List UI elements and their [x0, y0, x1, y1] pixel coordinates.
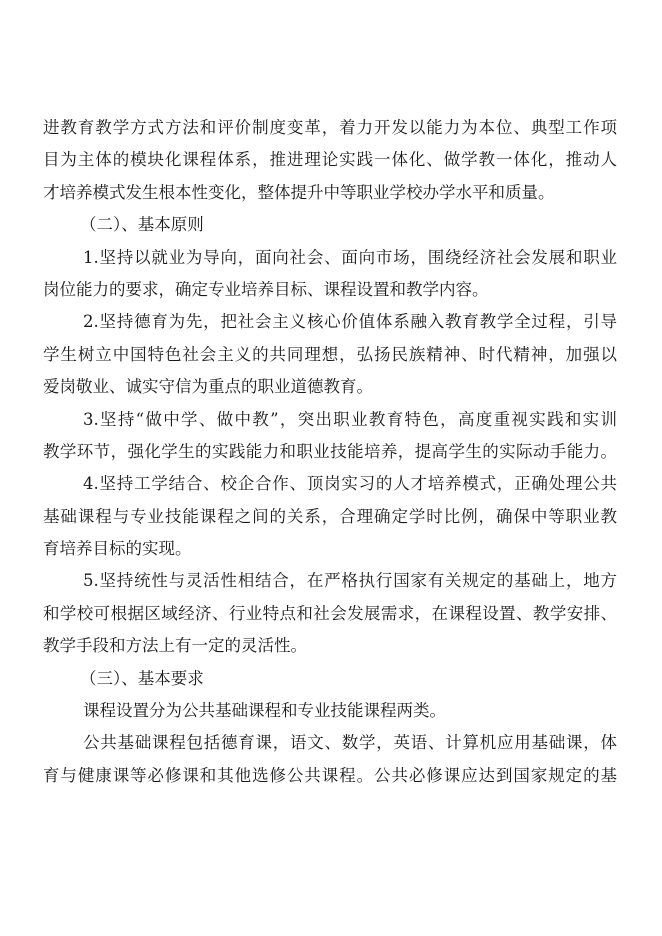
section-heading-basic-requirements [43, 663, 617, 695]
text-line: 爱岗敬业、诚实守信为重点的职业道德教育。 [43, 377, 373, 397]
text-line: 教学环节，强化学生的实践能力和职业技能培养，提高学生的实际动手能力。 [43, 441, 617, 461]
text-line: 进教育教学方式方法和评价制度变革，着力开发以能力为本位、典型工作项 [43, 118, 617, 137]
paragraph-public-courses [43, 727, 617, 792]
principle-4 [43, 468, 617, 565]
principle-3 [43, 404, 617, 469]
text-line: 学生树立中国特色社会主义的共同理想，弘扬民族精神、时代精神，加强以 [43, 344, 617, 364]
paragraph-course-categories [43, 695, 617, 727]
principle-5 [43, 565, 617, 662]
heading-text: （三）、基本要求 [80, 668, 204, 688]
text-line: 目为主体的模块化课程体系，推进理论实践一体化、做学教一体化，推动人 [43, 150, 617, 170]
text-line: 1.坚持以就业为导向，面向社会、面向市场，围绕经济社会发展和职业 [83, 247, 617, 267]
text-line: 基础课程与专业技能课程之间的关系，合理确定学时比例，确保中等职业教 [43, 506, 617, 526]
text-line: 5.坚持统性与灵活性相结合，在严格执行国家有关规定的基础上，地方 [83, 571, 617, 591]
text-line: 育与健康课等必修课和其他选修公共课程。公共必修课应达到国家规定的基 [43, 765, 617, 785]
section-heading-basic-principles [43, 209, 617, 241]
text-line: 公共基础课程包括德育课，语文、数学，英语、计算机应用基础课，体 [83, 733, 617, 753]
text-line: 2.坚持德育为先，把社会主义核心价值体系融入教育教学全过程，引导 [83, 312, 617, 332]
text-line: 3.坚持“做中学、做中教”，突出职业教育特色，高度重视实践和实训 [83, 409, 617, 429]
text-line: 和学校可根据区域经济、行业特点和社会发展需求，在课程设置、教学安排、 [43, 603, 617, 623]
principle-2 [43, 306, 617, 403]
text-line: 育培养目标的实现。 [43, 539, 192, 559]
paragraph-intro-continued [43, 112, 617, 209]
heading-text: （二）、基本原则 [80, 215, 204, 235]
principle-1 [43, 242, 617, 307]
document-page [43, 112, 617, 792]
text-line: 岗位能力的要求，确定专业培养目标、课程设置和教学内容。 [43, 279, 489, 299]
text-line: 教学手段和方法上有一定的灵活性。 [43, 636, 307, 656]
text-line: 才培养模式发生根本性变化，整体提升中等职业学校办学水平和质量。 [43, 182, 555, 202]
text-line: 4.坚持工学结合、校企合作、顶岗实习的人才培养模式，正确处理公共 [83, 474, 617, 494]
text-line: 课程设置分为公共基础课程和专业技能课程两类。 [83, 701, 446, 721]
